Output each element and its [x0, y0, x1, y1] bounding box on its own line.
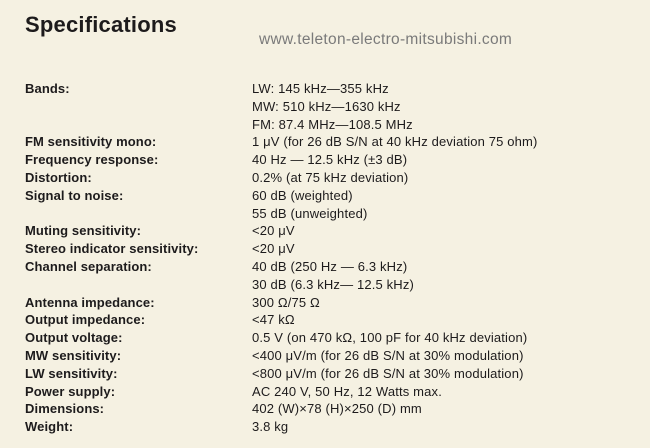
spec-row [25, 80, 645, 98]
spec-label: Channel separation: [25, 258, 152, 274]
spec-row [25, 276, 645, 294]
spec-row [25, 258, 645, 276]
spec-label: Signal to noise: [25, 187, 124, 203]
spec-value: <400 μV/m (for 26 dB S/N at 30% modulation) [252, 347, 524, 363]
spec-value: 55 dB (unweighted) [252, 205, 368, 221]
spec-value: 1 μV (for 26 dB S/N at 40 kHz deviation 75 ohm) [252, 134, 538, 150]
spec-row [25, 294, 645, 312]
spec-row [25, 418, 645, 436]
spec-row [25, 169, 645, 187]
spec-value: AC 240 V, 50 Hz, 12 Watts max. [252, 383, 442, 399]
spec-value: 3.8 kg [252, 419, 289, 435]
watermark-url: www.teleton-electro-mitsubishi.com [259, 31, 513, 48]
spec-label: Dimensions: [25, 401, 105, 417]
spec-value: 300 Ω/75 Ω [252, 294, 320, 310]
spec-label: LW sensitivity: [25, 365, 118, 381]
spec-label: Stereo indicator sensitivity: [25, 241, 199, 257]
spec-label: Bands: [25, 81, 70, 96]
specifications-table [25, 80, 645, 436]
spec-row [25, 151, 645, 169]
spec-label: Antenna impedance: [25, 294, 155, 310]
spec-label: Frequency response: [25, 152, 159, 168]
spec-value: <20 μV [252, 223, 295, 239]
spec-label: Power supply: [25, 383, 116, 399]
page-title: Specifications [25, 12, 177, 37]
spec-row [25, 187, 645, 205]
spec-row [25, 222, 645, 240]
spec-value: 60 dB (weighted) [252, 187, 353, 203]
spec-value: 0.2% (at 75 kHz deviation) [252, 169, 409, 185]
spec-row [25, 133, 645, 151]
spec-value: <800 μV/m (for 26 dB S/N at 30% modulation) [252, 365, 524, 381]
spec-value: 40 dB (250 Hz — 6.3 kHz) [252, 258, 408, 274]
spec-value: <20 μV [252, 241, 295, 257]
spec-label: Output voltage: [25, 330, 123, 346]
spec-value: 30 dB (6.3 kHz— 12.5 kHz) [252, 276, 414, 292]
spec-value: <47 kΩ [252, 312, 295, 328]
spec-row [25, 240, 645, 258]
spec-row [25, 98, 645, 116]
spec-label: Muting sensitivity: [25, 223, 142, 239]
spec-row [25, 365, 645, 383]
spec-value: 0.5 V (on 470 kΩ, 100 pF for 40 kHz deviation) [252, 330, 528, 346]
spec-row [25, 329, 645, 347]
spec-label: FM sensitivity mono: [25, 134, 157, 150]
spec-value: 40 Hz — 12.5 kHz (±3 dB) [252, 152, 408, 168]
spec-value: MW: 510 kHz—1630 kHz [252, 98, 401, 114]
spec-label: Weight: [25, 419, 74, 435]
spec-label: MW sensitivity: [25, 347, 122, 363]
spec-row [25, 347, 645, 365]
spec-row [25, 116, 645, 134]
spec-value: LW: 145 kHz—355 kHz [252, 81, 389, 96]
spec-label: Output impedance: [25, 312, 146, 328]
spec-row [25, 311, 645, 329]
spec-row [25, 383, 645, 401]
spec-row [25, 205, 645, 223]
spec-label: Distortion: [25, 169, 92, 185]
spec-row [25, 400, 645, 418]
spec-value: 402 (W)×78 (H)×250 (D) mm [252, 401, 422, 417]
spec-value: FM: 87.4 MHz—108.5 MHz [252, 116, 413, 132]
